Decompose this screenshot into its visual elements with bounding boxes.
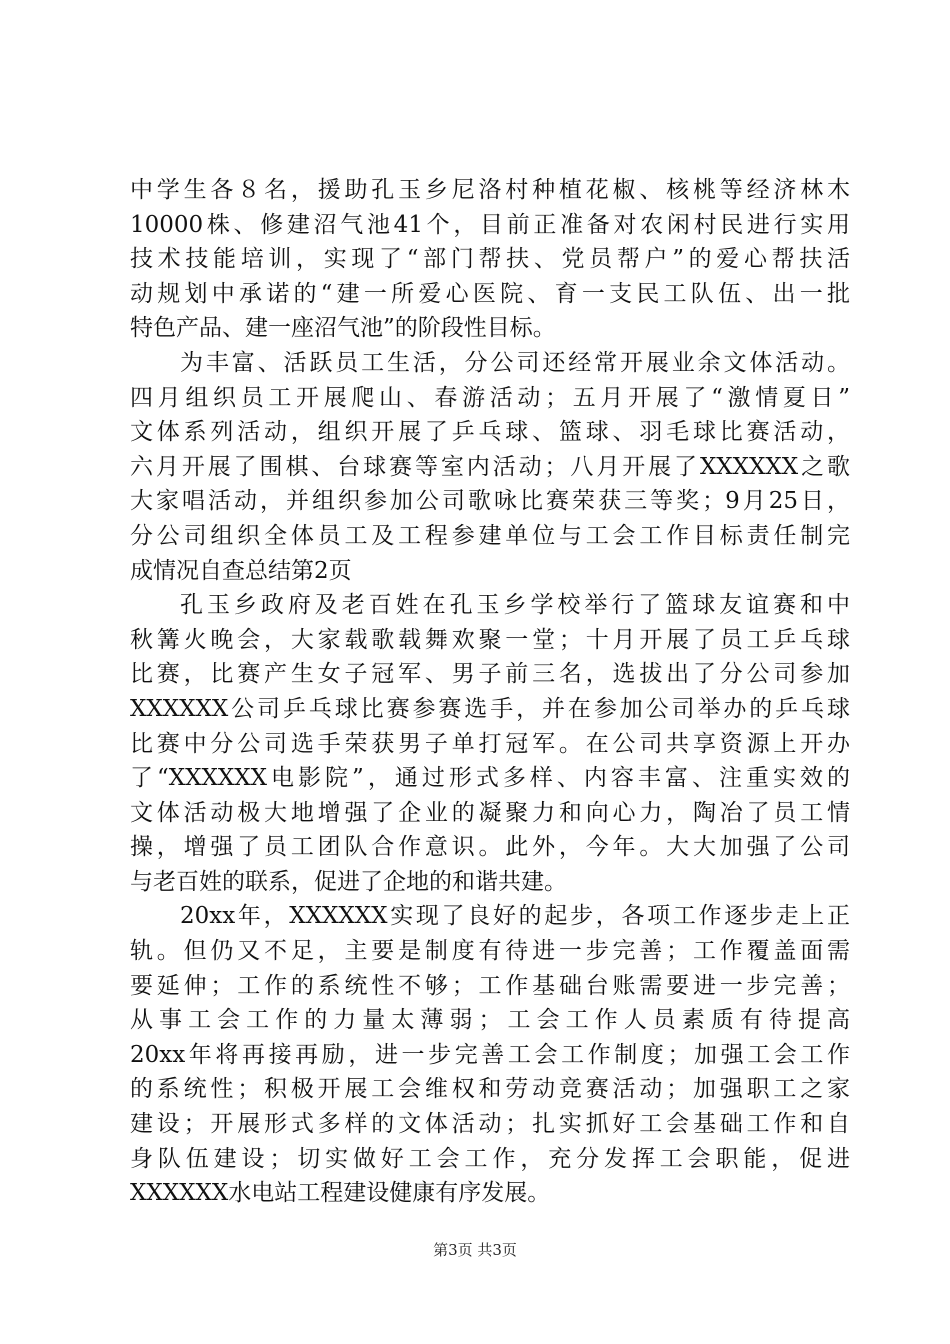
text-line: 文体系列活动，组织开展了乒乓球、篮球、羽毛球比赛活动， [130,419,850,446]
page-footer: 第3页 共3页 [433,1241,517,1259]
text-line: 了“XXXXXX电影院”，通过形式多样、内容丰富、注重实效的 [130,765,850,792]
text-line: 技术技能培训，实现了“部门帮扶、党员帮户”的爱心帮扶活 [130,246,850,273]
text-line: 的系统性；积极开展工会维权和劳动竞赛活动；加强职工之家 [130,1076,850,1103]
text-line: 为丰富、活跃员工生活，分公司还经常开展业余文体活动。 [180,349,850,376]
text-line: 成情况自查总结第2页 [130,557,352,584]
text-line: 秋篝火晚会，大家载歌载舞欢聚一堂；十月开展了员工乒乓球 [130,626,850,653]
text-line: 特色产品、建一座沼气池”的阶段性目标。 [130,315,556,342]
text-line: 从事工会工作的力量太薄弱；工会工作人员素质有待提高 [130,1007,850,1034]
text-line: 与老百姓的联系，促进了企地的和谐共建。 [130,868,567,895]
text-line: 20xx年将再接再励，进一步完善工会工作制度；加强工会工作 [130,1041,850,1068]
text-line: 要延伸；工作的系统性不够；工作基础台账需要进一步完善； [130,972,850,999]
text-line: 孔玉乡政府及老百姓在孔玉乡学校举行了篮球友谊赛和中 [180,592,850,619]
text-line: 比赛，比赛产生女子冠军、男子前三名，选拔出了分公司参加 [130,661,850,688]
text-line: 建设；开展形式多样的文体活动；扎实抓好工会基础工作和自 [130,1111,850,1138]
text-line: 四月组织员工开展爬山、春游活动；五月开展了“激情夏日” [130,384,850,411]
text-line: 分公司组织全体员工及工程参建单位与工会工作目标责任制完 [130,522,850,549]
text-line: 文体活动极大地增强了企业的凝聚力和向心力，陶冶了员工情 [130,799,850,826]
text-line: 比赛中分公司选手荣获男子单打冠军。在公司共享资源上开办 [130,730,850,757]
text-line: 中学生各８名，援助孔玉乡尼洛村种植花椒、核桃等经济林木 [130,177,850,203]
text-line: 动规划中承诺的“建一所爱心医院、育一支民工队伍、出一批 [130,280,850,307]
text-line: 身队伍建设；切实做好工会工作，充分发挥工会职能，促进 [130,1145,850,1172]
text-line: XXXXXX水电站工程建设健康有序发展。 [130,1180,551,1207]
text-line: 10000株、修建沼气池41个，目前正准备对农闲村民进行实用 [130,211,850,238]
text-line: 20xx年，XXXXXX实现了良好的起步，各项工作逐步走上正 [180,903,850,930]
text-line: XXXXXX公司乒乓球比赛参赛选手，并在参加公司举办的乒乓球 [130,695,850,722]
text-line: 大家唱活动，并组织参加公司歌咏比赛荣获三等奖；9月25日， [130,488,850,515]
document-body [130,173,850,1211]
text-line: 六月开展了围棋、台球赛等室内活动；八月开展了XXXXXX之歌 [130,453,850,480]
text-line: 操，增强了员工团队合作意识。此外，今年。大大加强了公司 [130,834,850,861]
text-line: 轨。但仍又不足，主要是制度有待进一步完善；工作覆盖面需 [130,938,850,965]
